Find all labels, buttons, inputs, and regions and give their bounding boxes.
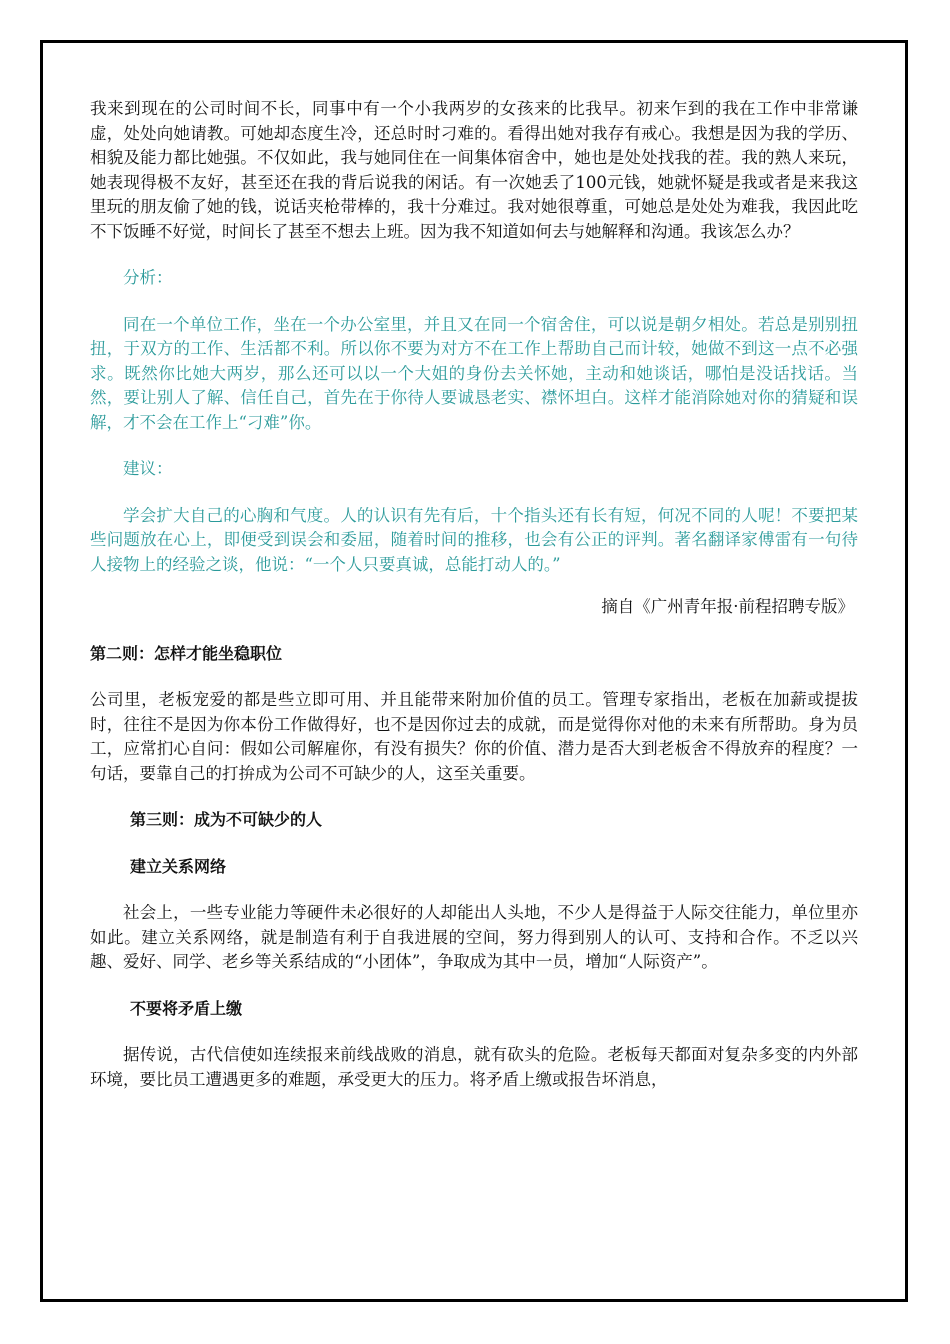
rule3-sub2-paragraph: 据传说，古代信使如连续报来前线战败的消息，就有砍头的危险。老板每天都面对复杂多变的内外部环境，要比员工遭遇更多的难题，承受更大的压力。将矛盾上缴或报告坏消息， [90,1045,858,1089]
rule3-sub1-paragraph: 社会上，一些专业能力等硬件未必很好的人却能出人头地，不少人是得益于人际交往能力，单位里亦如此。建立关系网络，就是制造有利于自我进展的空间，努力得到别人的认可、支持和合作。不乏以兴趣、爱好、同学、老乡等关系结成的“小团体”，争取成为其中一员，增加“人际资产”。 [90,903,858,971]
story-paragraph: 我来到现在的公司时间不长，同事中有一个小我两岁的女孩来的比我早。初来乍到的我在工作中非常谦虚，处处向她请教。可她却态度生冷，还总时时刁难的。看得出她对我存有戒心。我想是因为我的学历、相貌及能力都比她强。不仅如此，我与她同住在一间集体宿舍中，她也是处处找我的茬。我的熟人来玩，她表现得极不友好，甚至还在我的背后说我的闲话。有一次她丢了100元钱，她就怀疑是我或者是来我这里玩的朋友偷了她的钱，说话夹枪带棒的，我十分难过。我对她很尊重，可她总是处处为难我，我因此吃不下饭睡不好觉，时间长了甚至不想去上班。因为我不知道如何去与她解释和沟通。我该怎么办？ [90,99,858,241]
rule3-heading: 第三则：成为不可缺少的人 [130,810,323,829]
document-body [90,97,858,1092]
rule3-sub1-heading: 建立关系网络 [130,856,227,876]
rule2-paragraph: 公司里，老板宠爱的都是些立即可用、并且能带来附加价值的员工。管理专家指出，老板在加薪或提拔时，往往不是因为你本份工作做得好，也不是因你过去的成就，而是觉得你对他的未来有所帮助。身为员工，应常扪心自问：假如公司解雇你，有没有损失？你的价值、潜力是否大到老板舍不得放弃的程度？一句话，要靠自己的打拚成为公司不可缺少的人，这至关重要。 [90,690,858,783]
source-citation: 摘自《广州青年报·前程招聘专版》 [601,597,854,616]
advice-label: 建议： [123,459,173,478]
rule2-heading: 第二则：怎样才能坐稳职位 [90,643,283,663]
advice-paragraph: 学会扩大自己的心胸和气度。人的认识有先有后，十个指头还有长有短，何况不同的人呢！不要把某些问题放在心上，即便受到误会和委屈，随着时间的推移，也会有公正的评判。著名翻译家傅雷有一句待人接物上的经验之谈，他说：“一个人只要真诚，总能打动人的。” [90,505,858,574]
analysis-label: 分析： [123,268,173,287]
analysis-paragraph: 同在一个单位工作，坐在一个办公室里，并且又在同一个宿舍住，可以说是朝夕相处。若总是别别扭扭，于双方的工作、生活都不利。所以你不要为对方不在工作上帮助自己而计较，她做不到这一点不必强求。既然你比她大两岁，那么还可以以一个大姐的身份去关怀她，主动和她谈话，哪怕是没话找话。当然，要让别人了解、信任自己，首先在于你待人要诚恳老实、襟怀坦白。这样才能消除她对你的猜疑和误解，才不会在工作上“刁难”你。 [90,314,858,432]
rule3-sub2-heading: 不要将矛盾上缴 [130,998,243,1018]
